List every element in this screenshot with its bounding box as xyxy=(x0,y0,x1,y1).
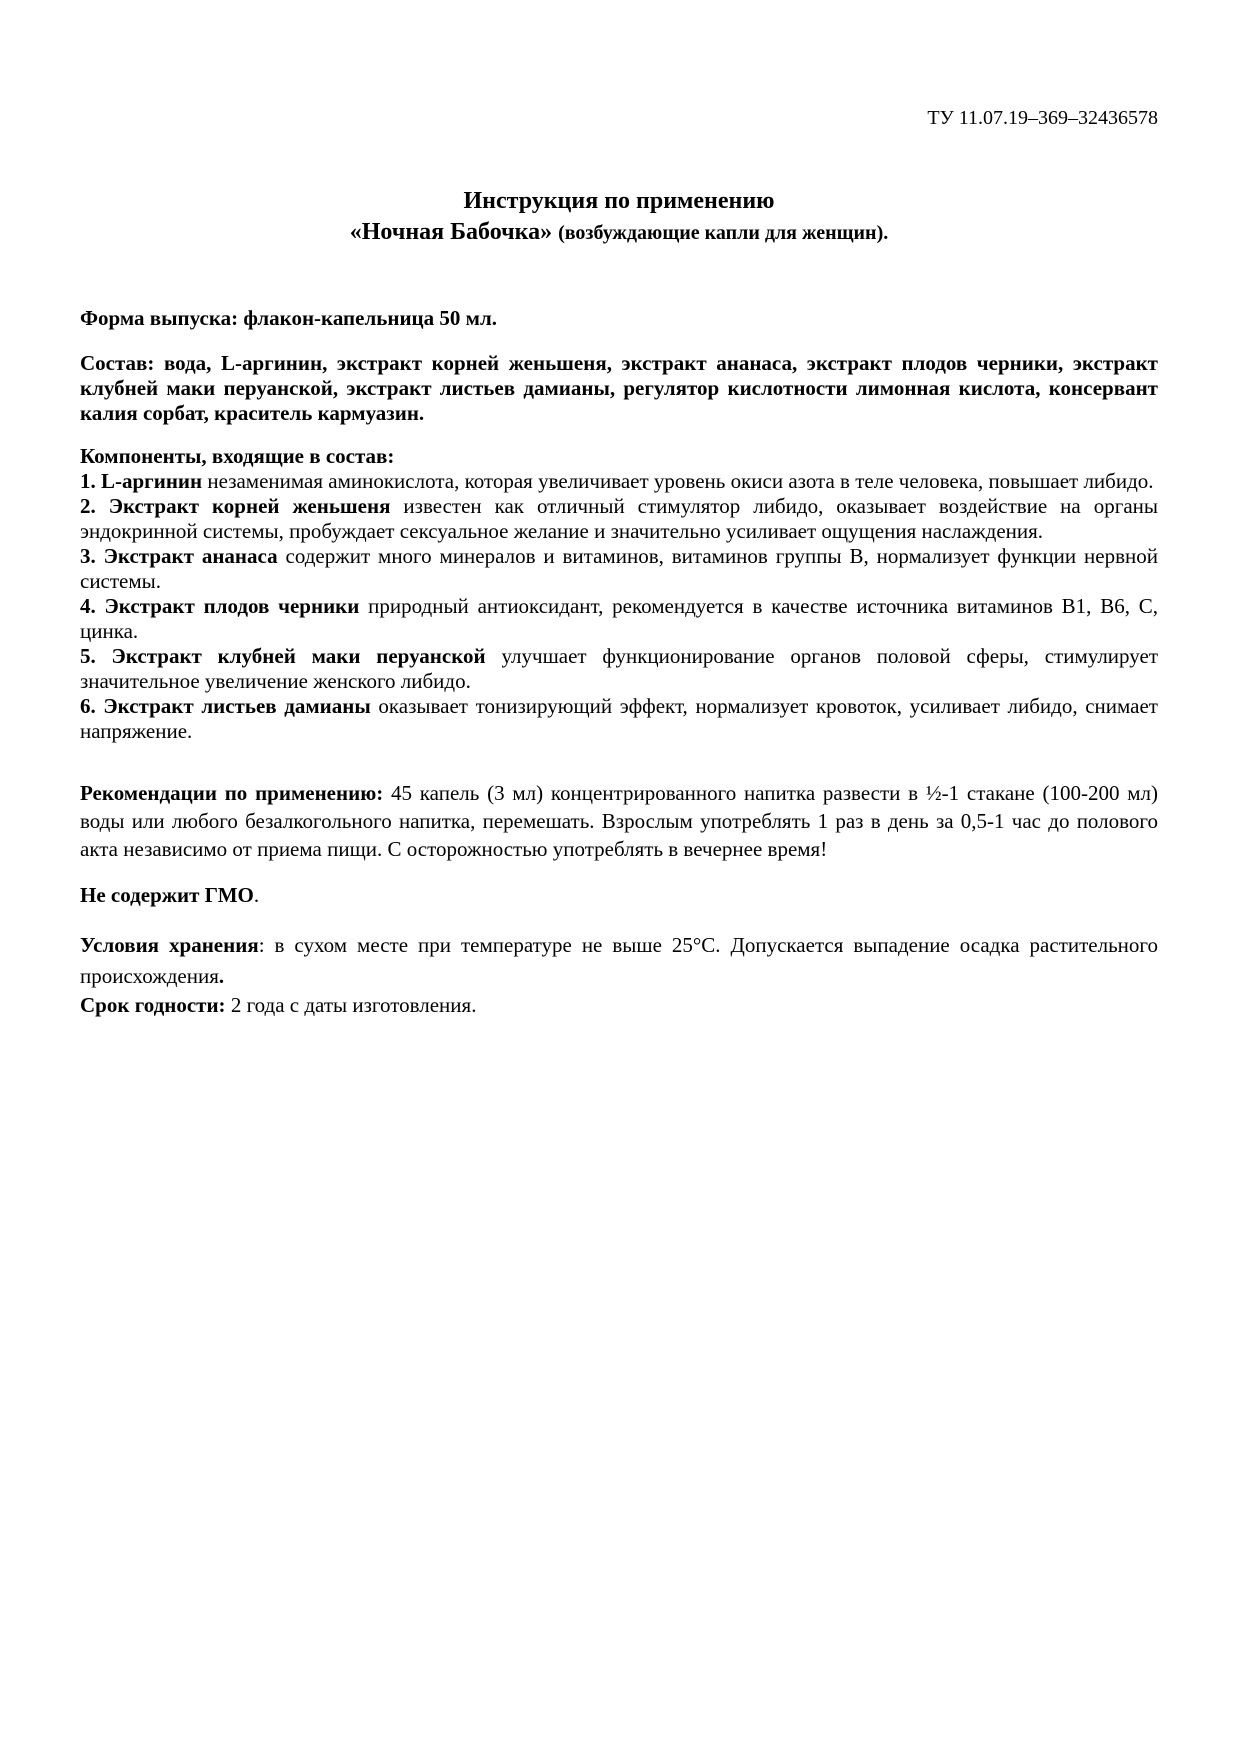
shelf-life-text: 2 года с даты изготовления. xyxy=(225,993,477,1017)
form-release-line: Форма выпуска: флакон-капельница 50 мл. xyxy=(80,306,497,330)
gmo-period: . xyxy=(253,883,260,907)
shelf-life-label: Срок годности: xyxy=(80,993,226,1017)
components-section xyxy=(80,444,1158,744)
shelf-life-line xyxy=(80,992,1158,1019)
storage-text: : в сухом месте при температуре не выше 25°С. Допускается выпадение осадка растительного происхождения xyxy=(80,933,1158,988)
subtitle-details: (возбуждающие капли для женщин). xyxy=(558,222,889,244)
component-6-description: оказывает тонизирующий эффект, нормализует кровоток, усиливает либидо, снимает напряжение. xyxy=(80,694,1158,743)
gmo-label: Не содержит ГМО xyxy=(80,883,254,907)
component-3-description: содержит много минералов и витаминов, витаминов группы В, нормализует функции нервной системы. xyxy=(80,544,1158,593)
component-4-description: природный антиоксидант, рекомендуется в качестве источника витаминов В1, В6, С, цинка. xyxy=(80,594,1159,643)
component-item-5 xyxy=(80,644,1158,694)
component-1-description: незаменимая аминокислота, которая увеличивает уровень окиси азота в теле человека, повышает либидо. xyxy=(202,469,1154,493)
document-title: Инструкция по применению xyxy=(463,188,775,214)
storage-period: . xyxy=(218,964,225,988)
component-2-description: известен как отличный стимулятор либидо, оказывает воздействие на органы эндокринной системы, пробуждает сексуальное желание и значительно усиливает ощущения наслаждения. xyxy=(80,494,1158,543)
brand-name: «Ночная Бабочка» xyxy=(349,219,559,245)
storage-label: Условия хранения xyxy=(80,933,259,957)
component-item-6 xyxy=(80,694,1158,744)
component-2-name: 2. Экстракт корней женьшеня xyxy=(80,494,391,518)
component-6-name: 6. Экстракт листьев дамианы xyxy=(80,694,371,718)
component-5-description: улучшает функционирование органов половой сферы, стимулирует значительное увеличение женского либидо. xyxy=(80,644,1158,693)
components-heading: Компоненты, входящие в состав: xyxy=(80,444,395,468)
component-5-name: 5. Экстракт клубней маки перуанской xyxy=(80,644,486,668)
recommendations-text: 45 капель (3 мл) концентрированного напитка развести в ½-1 стакане (100-200 мл) воды или любого безалкогольного напитка, перемешать. Взрослым употреблять 1 раз в день за 0,5-1 час до полового акта независимо от приема пищи. С осторожностью употреблять в вечернее время! xyxy=(80,781,1158,861)
title-block xyxy=(80,186,1158,249)
component-item-3 xyxy=(80,544,1158,594)
component-3-name: 3. Экстракт ананаса xyxy=(80,544,278,568)
component-1-name: 1. L-аргинин xyxy=(80,469,203,493)
recommendations-paragraph xyxy=(80,779,1158,863)
gmo-statement xyxy=(80,883,1158,908)
component-item-1 xyxy=(80,469,1158,494)
tu-standard-number: ТУ 11.07.19–369–32436578 xyxy=(927,107,1158,129)
recommendations-label: Рекомендации по применению: xyxy=(80,781,384,805)
component-item-2 xyxy=(80,494,1158,544)
component-4-name: 4. Экстракт плодов черники xyxy=(80,594,360,618)
component-item-4 xyxy=(80,594,1158,644)
storage-conditions-paragraph xyxy=(80,930,1158,992)
document-subtitle xyxy=(80,217,1158,249)
composition-paragraph: Состав: вода, L-аргинин, экстракт корней женьшеня, экстракт ананаса, экстракт плодов черники, экстракт клубней маки перуанской, экстракт листьев дамианы, регулятор кислотности лимонная кислота, консервант калия сорбат, краситель кармуазин. xyxy=(80,351,1158,425)
